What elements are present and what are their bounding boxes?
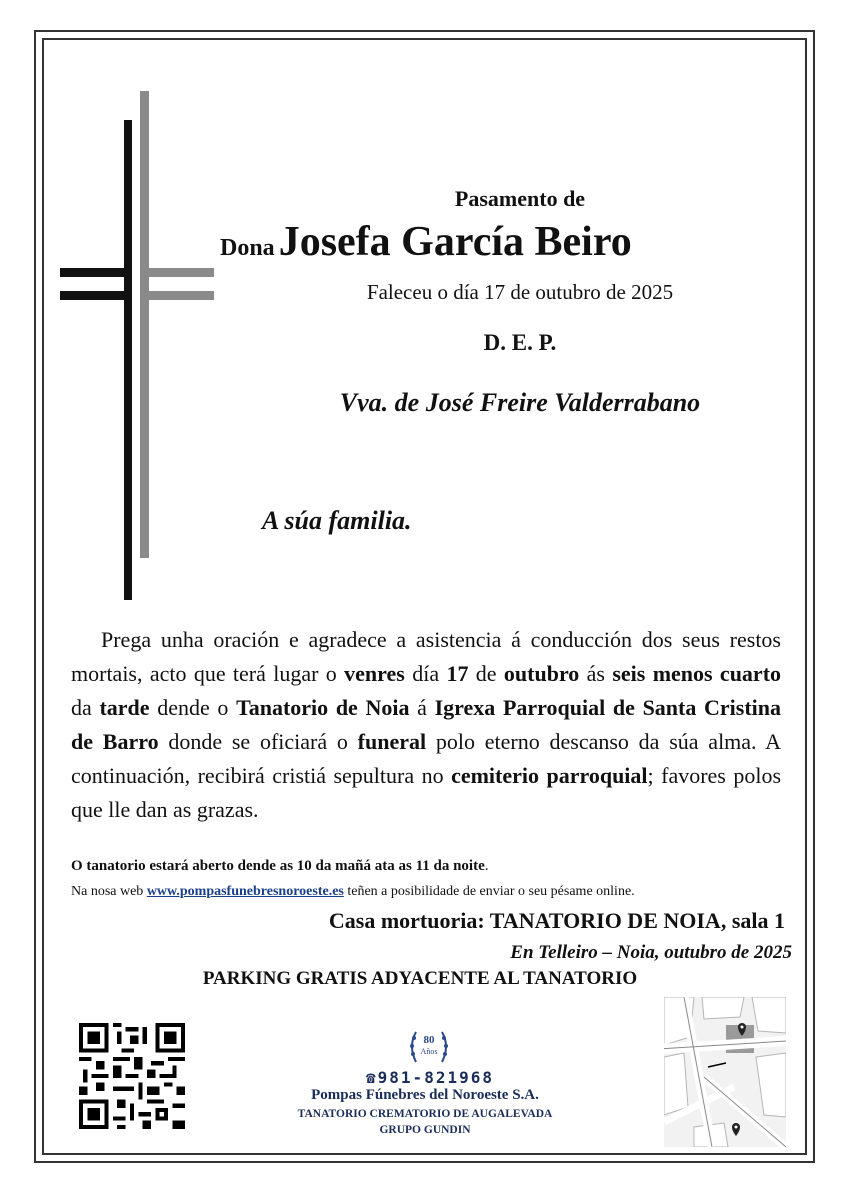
phone-line bbox=[340, 1068, 520, 1087]
family-line: A súa familia. bbox=[262, 506, 412, 535]
pasamento-heading: Pasamento de bbox=[454, 186, 586, 211]
body-text-segment: donde se oficiará o bbox=[158, 729, 358, 754]
web-note bbox=[71, 884, 791, 900]
body-bold-segment: seis menos cuarto bbox=[612, 661, 782, 686]
body-bold-segment: venres bbox=[344, 661, 405, 686]
opening-hours-period: . bbox=[484, 858, 489, 874]
cross-gray-horizontal-bottom bbox=[140, 291, 214, 300]
ceremony-paragraph bbox=[71, 623, 781, 827]
body-text-segment: á bbox=[409, 695, 435, 720]
death-date: Faleceu o día 17 de outubro de 2025 bbox=[366, 280, 674, 304]
crematorio-name: TANATORIO CREMATORIO DE AUGALEVADA bbox=[297, 1108, 553, 1120]
funeral-home-line: Casa mortuoria: TANATORIO DE NOIA, sala 1 bbox=[328, 908, 785, 933]
cross-dark-horizontal-top bbox=[60, 268, 130, 277]
web-note-prefix: Na nosa web bbox=[71, 884, 147, 899]
place-date: En Telleiro – Noia, outubro de 2025 bbox=[510, 942, 792, 963]
anniversary-badge bbox=[404, 1026, 454, 1070]
web-note-suffix: teñen a posibilidade de enviar o seu pésame online. bbox=[343, 884, 635, 899]
badge-number: 80 bbox=[423, 1034, 435, 1046]
deceased-name: Josefa García Beiro bbox=[278, 219, 632, 265]
badge-word: Años bbox=[420, 1047, 438, 1056]
opening-hours-text: O tanatorio estará aberto dende as 10 da mañá ata as 11 da noite bbox=[71, 858, 485, 874]
body-bold-segment: Igrexa Parroquial de Santa Cristina de Barro bbox=[71, 695, 782, 754]
qr-code-icon[interactable] bbox=[79, 1023, 185, 1129]
honorific: Dona bbox=[220, 235, 275, 261]
phone-number: 981-821968 bbox=[377, 1068, 494, 1087]
phone-icon: ☎ bbox=[366, 1068, 378, 1087]
body-text-segment: da bbox=[71, 695, 100, 720]
dep-text: D. E. P. bbox=[483, 330, 557, 355]
body-text-segment: de bbox=[468, 661, 504, 686]
body-bold-segment: Tanatorio de Noia bbox=[236, 695, 410, 720]
body-text-segment: Prega unha oración e agradece a asistencia á conducción dos seus restos mortais, acto que terá lugar o bbox=[71, 627, 781, 686]
deceased-name-line bbox=[220, 218, 820, 266]
cross-gray-horizontal-top bbox=[140, 268, 214, 277]
body-bold-segment: tarde bbox=[99, 695, 150, 720]
cross-icon bbox=[58, 88, 218, 603]
body-text-segment: ás bbox=[579, 661, 613, 686]
body-bold-segment: funeral bbox=[357, 729, 427, 754]
body-bold-segment: cemiterio parroquial bbox=[451, 763, 648, 788]
body-bold-segment: outubro bbox=[503, 661, 580, 686]
cross-dark-vertical bbox=[124, 120, 132, 600]
parking-note: PARKING GRATIS ADYACENTE AL TANATORIO bbox=[202, 968, 638, 989]
cross-dark-horizontal-bottom bbox=[60, 291, 130, 300]
spouse-line: Vva. de José Freire Valderrabano bbox=[339, 388, 701, 417]
body-text-segment: polo eterno descanso da súa alma. A continuación, recibirá cristiá sepultura no bbox=[71, 729, 781, 788]
website-link[interactable]: www.pompasfunebresnoroeste.es bbox=[146, 884, 344, 899]
body-text-segment: dende o bbox=[149, 695, 237, 720]
company-name: Pompas Fúnebres del Noroeste S.A. bbox=[311, 1087, 539, 1103]
cross-gray-vertical bbox=[140, 91, 149, 558]
opening-hours-note bbox=[71, 858, 781, 875]
body-bold-segment: 17 bbox=[446, 661, 469, 686]
location-map[interactable] bbox=[664, 997, 786, 1147]
body-text-segment: día bbox=[404, 661, 447, 686]
group-name: GRUPO GUNDIN bbox=[379, 1124, 471, 1136]
body-text-segment: ; favores polos que lle dan as grazas. bbox=[71, 763, 782, 822]
